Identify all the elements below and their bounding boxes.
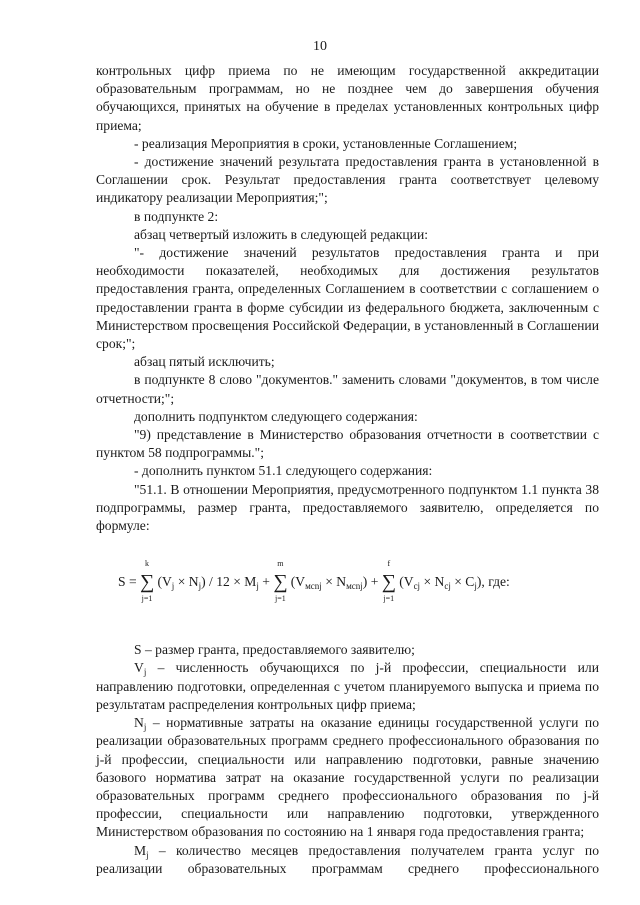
formula-term: ), где:: [476, 574, 510, 590]
formula-subscript: мсnj: [305, 581, 322, 592]
var-subscript: j: [143, 667, 147, 678]
paragraph-15: [96, 714, 599, 841]
var-symbol: N: [134, 715, 144, 731]
var-symbol: M: [134, 842, 147, 858]
formula-subscript: j: [198, 581, 202, 592]
paragraph-11: - дополнить пунктом 51.1 следующего содержания:: [134, 463, 433, 479]
paragraph-7: абзац пятый исключить;: [134, 354, 275, 370]
paragraph-3: - достижение значений результата предоставления гранта в установленной в Соглашении срок. Результат предоставления гранта соответствует целевому индикатору реализации Мероприятия;";: [96, 154, 599, 206]
formula-lhs: S =: [118, 574, 141, 590]
formula-term: ) +: [362, 574, 382, 590]
paragraph-10: "9) представление в Министерство образования отчетности в соответствии с пунктом 58 подпрограммы.";: [96, 427, 599, 461]
formula-term: (V: [399, 574, 414, 590]
paragraph-9: дополнить подпунктом следующего содержания:: [134, 408, 418, 424]
formula-subscript: j: [256, 581, 259, 592]
formula-term: (V: [290, 574, 306, 590]
var-subscript: j: [146, 849, 149, 860]
var-definition: – численность обучающихся по j-й профессии, специальности или направлению подготовки, определенная с учетом планируемого выпуска и приема по результатам распределения контрольных цифр приема;: [96, 660, 599, 712]
paragraph-8: в подпункте 8 слово "документов." заменить словами "документов, в том числе отчетности;";: [96, 372, 599, 406]
var-subscript: j: [143, 722, 147, 733]
sum-symbol-2: ∑ m j=1: [273, 559, 288, 604]
formula-term: (V: [157, 574, 172, 590]
sum2-lower: j=1: [274, 594, 286, 604]
formula-term: × N: [174, 574, 199, 590]
sum2-upper: m: [277, 559, 284, 569]
sum-symbol-3: ∑ f j=1: [381, 559, 397, 604]
formula-subscript: j: [171, 581, 175, 592]
page-number: 10: [313, 39, 327, 54]
paragraph-5: абзац четвертый изложить в следующей редакции:: [134, 226, 429, 242]
paragraph-16: [96, 842, 599, 878]
paragraph-6: "- достижение значений результатов предоставления гранта и при необходимости показателей, необходимых для достижения результатов предоставления гранта, определенных Соглашением в соответствии с соглашением о предоставлении гранта в форме субсидии из федерального бюджета, заключенным с Министерством просвещения Российской Федерации, в установленный в Соглашении срок;";: [96, 245, 599, 352]
paragraph-2: - реализация Мероприятия в сроки, установленные Соглашением;: [134, 135, 518, 151]
formula-term: × N: [420, 574, 445, 590]
paragraph-4: в подпункте 2:: [134, 208, 219, 224]
paragraph-13: S – размер гранта, предоставляемого заявителю;: [134, 642, 415, 658]
formula-term: × N: [321, 574, 347, 590]
formula-subscript: мсnj: [346, 581, 363, 592]
formula-subscript: j: [474, 581, 477, 592]
paragraph-12: "51.1. В отношении Мероприятия, предусмотренного подпунктом 1.1 пункта 38 подпрограммы, размер гранта, предоставляемого заявителю, определяется по формуле:: [96, 481, 599, 534]
sum-symbol-1: ∑ k j=1: [140, 559, 155, 604]
paragraph-1: контрольных цифр приема по не имеющим государственной аккредитации образовательным программам, но не позднее чем до завершения обучения обучающихся, принятых на обучение в пределах установленных контрольных цифр приема;: [96, 63, 599, 133]
grant-formula: [96, 543, 599, 637]
formula-term: +: [258, 574, 274, 590]
formula-subscript: cj: [444, 581, 451, 592]
var-definition: – количество месяцев предоставления получателем гранта услуг по реализации образовательных программам среднего профессионального: [96, 842, 599, 876]
paragraph-14: [96, 659, 599, 714]
formula-term: × C: [450, 574, 475, 590]
sum3-lower: j=1: [383, 594, 395, 604]
sum1-lower: j=1: [141, 594, 153, 604]
formula-subscript: cj: [413, 581, 421, 592]
formula-term: ) / 12 × M: [201, 574, 257, 590]
formula-line: [118, 559, 510, 604]
var-symbol: V: [134, 660, 144, 676]
sum1-upper: k: [145, 559, 150, 569]
sum3-upper: f: [387, 559, 391, 569]
var-definition: – нормативные затраты на оказание единицы государственной услуги по реализации образовательных программ среднего профессионального образования по j-й профессии, специальности или направлению подготовки, равные значению базового норматива затрат на оказание государственной услуги по реализации образовательных программ среднего профессионального образования по j-й профессии, специальности или направлению подготовки, утвержденного Министерством образования по состоянию на 1 января года предоставления гранта;: [96, 715, 599, 840]
document-body: [96, 62, 599, 878]
